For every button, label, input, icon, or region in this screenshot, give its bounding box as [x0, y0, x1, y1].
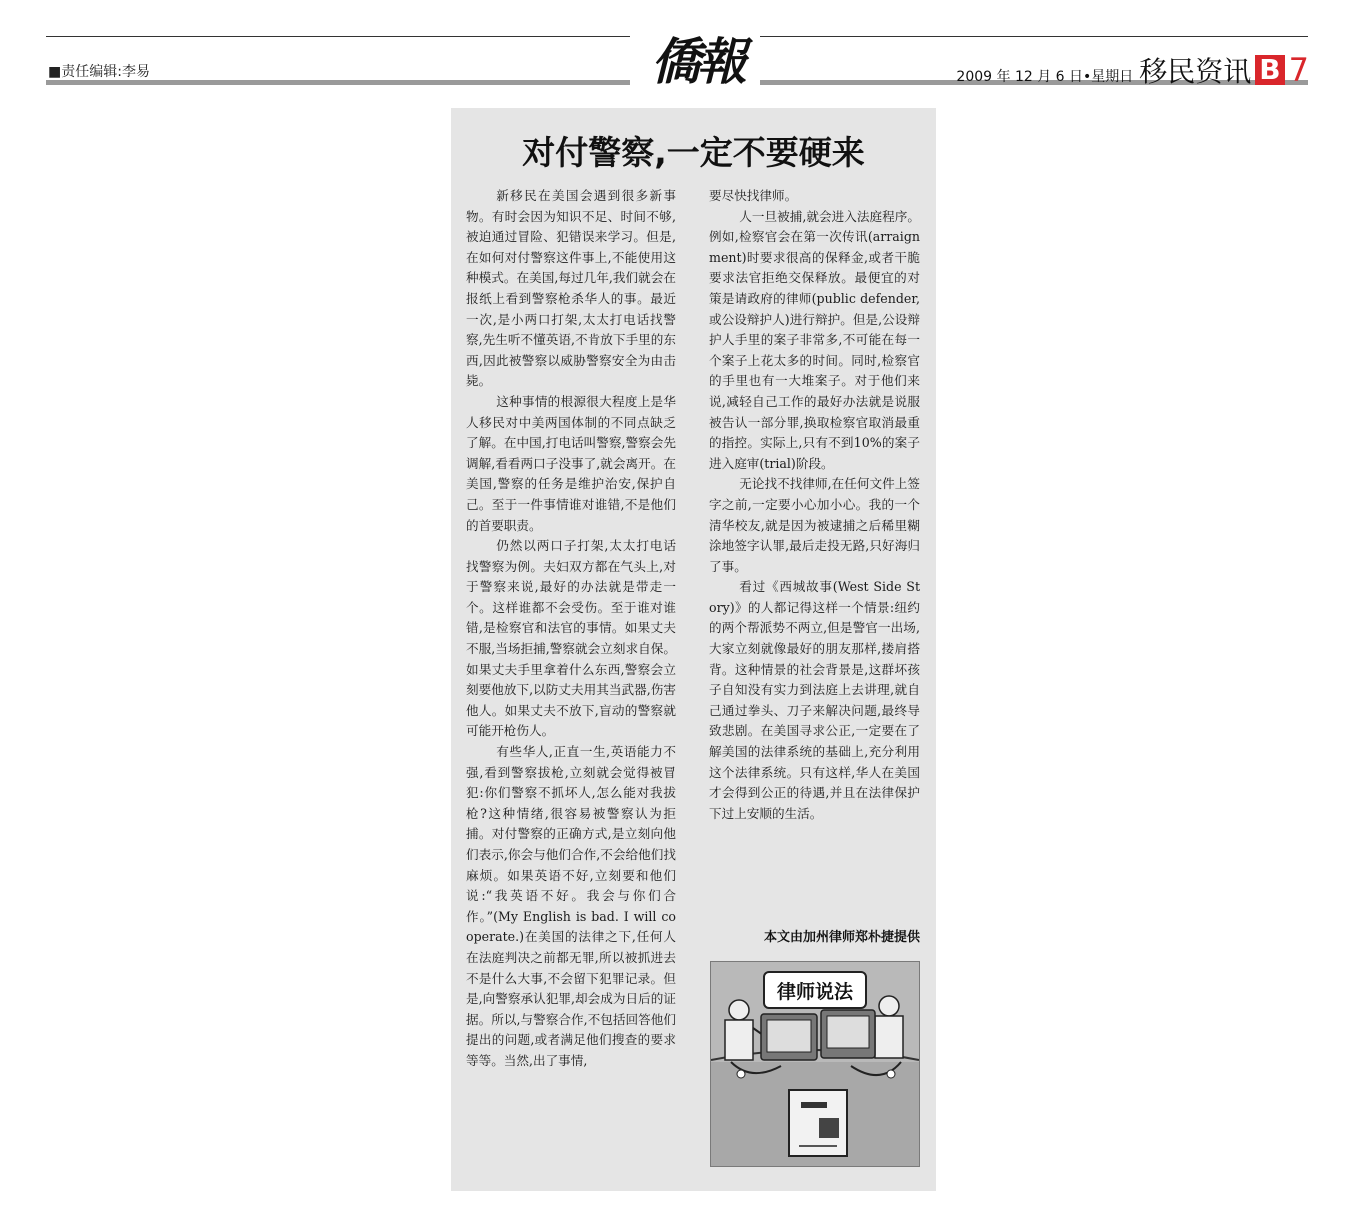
- article-paragraph: 人一旦被捕,就会进入法庭程序。例如,检察官会在第一次传讯(arraignment)时要求很高的保释金,或者干脆要求法官拒绝交保释放。最便宜的对策是请政府的律师(public defender,或公设辩护人)进行辩护。但是,公设辩护人手里的案子非常多,不可能在每一个案子上花太多的时间。同时,检察官的手里也有一大堆案子。对于他们来说,减轻自己工作的最好办法就是说服被告认一部分罪,换取检察官取消最重的指控。实际上,只有不到10%的案子进入庭审(trial)阶段。: [709, 208, 920, 471]
- article-paragraph: 有些华人,正直一生,英语能力不强,看到警察拔枪,立刻就会觉得被冒犯:你们警察不抓坏人,怎么能对我拔枪?这种情绪,很容易被警察认为拒捕。对付警察的正确方式,是立刻向他们表示,你会与他们合作,不会给他们找麻烦。如果英语不好,立刻要和他们说:“我英语不好。我会与你们合作。”(My English is bad. I will cooperate.)在美国的法律之下,任何人在法庭判决之前都无罪,所以被抓进去不是什么大事,不会留下犯罪记录。但是,向警察承认犯罪,却会成为日后的证据。所以,与警察合作,不包括回答他们提出的问题,或者满足他们搜查的要求等等。当然,出了事情,: [466, 744, 676, 1068]
- article-box: [451, 108, 936, 1191]
- article-column-right: [709, 186, 920, 824]
- article-headline: 对付警察,一定不要硬来: [522, 133, 865, 172]
- editor-credit: ■责任编辑:李易: [48, 64, 150, 80]
- lawyer-cartoon-illustration: [710, 961, 920, 1167]
- article-column-left: [466, 186, 676, 1072]
- dateline: [956, 50, 1309, 90]
- article-paragraph: 看过《西城故事(West Side Story)》的人都记得这样一个情景:纽约的两个帮派势不两立,但是警官一出场,大家立刻就像最好的朋友那样,搂肩搭背。这种情景的社会背景是,这群坏孩子自知没有实力到法庭上去讲理,就自己通过拳头、刀子来解决问题,最终导致悲剧。在美国寻求公正,一定要在了解美国的法律系统的基础上,充分利用这个法律系统。只有这样,华人在美国才会得到公正的待遇,并且在法律保护下过上安顺的生活。: [709, 579, 920, 821]
- cartoon-caption-label: 律师说法: [763, 971, 867, 1009]
- newspaper-logo: 僑報: [651, 32, 743, 91]
- section-title: 移民资讯: [1139, 55, 1252, 88]
- page-letter-badge: B: [1255, 55, 1284, 85]
- article-paragraph: 这种事情的根源很大程度上是华人移民对中美两国体制的不同点缺乏了解。在中国,打电话叫警察,警察会先调解,看看两口子没事了,就会离开。在美国,警察的任务是维护治安,保护自己。至于一件事情谁对谁错,不是他们的首要职责。: [466, 393, 676, 533]
- article-author-credit: 本文由加州律师郑朴捷提供: [763, 930, 920, 945]
- issue-date: 2009 年 12 月 6 日•星期日: [956, 69, 1134, 85]
- article-paragraph-continued: 要尽快找律师。: [709, 188, 798, 203]
- article-paragraph: 无论找不找律师,在任何文件上签字之前,一定要小心加小心。我的一个清华校友,就是因为被逮捕之后稀里糊涂地签字认罪,最后走投无路,只好海归了事。: [709, 476, 920, 574]
- article-paragraph: 仍然以两口子打架,太太打电话找警察为例。夫妇双方都在气头上,对于警察来说,最好的办法就是带走一个。这样谁都不会受伤。至于谁对谁错,是检察官和法官的事情。如果丈夫不服,当场拒捕,警察就会立刻求自保。如果丈夫手里拿着什么东西,警察会立刻要他放下,以防丈夫用其当武器,伤害他人。如果丈夫不放下,盲动的警察就可能开枪伤人。: [466, 538, 676, 739]
- article-paragraph: 新移民在美国会遇到很多新事物。有时会因为知识不足、时间不够,被迫通过冒险、犯错误来学习。但是,在如何对付警察这件事上,不能使用这种模式。在美国,每过几年,我们就会在报纸上看到警察枪杀华人的事。最近一次,是小两口打架,太太打电话找警察,先生听不懂英语,不肯放下手里的东西,因此被警察以威胁警察安全为由击毙。: [466, 188, 676, 389]
- page-number: 7: [1288, 51, 1309, 89]
